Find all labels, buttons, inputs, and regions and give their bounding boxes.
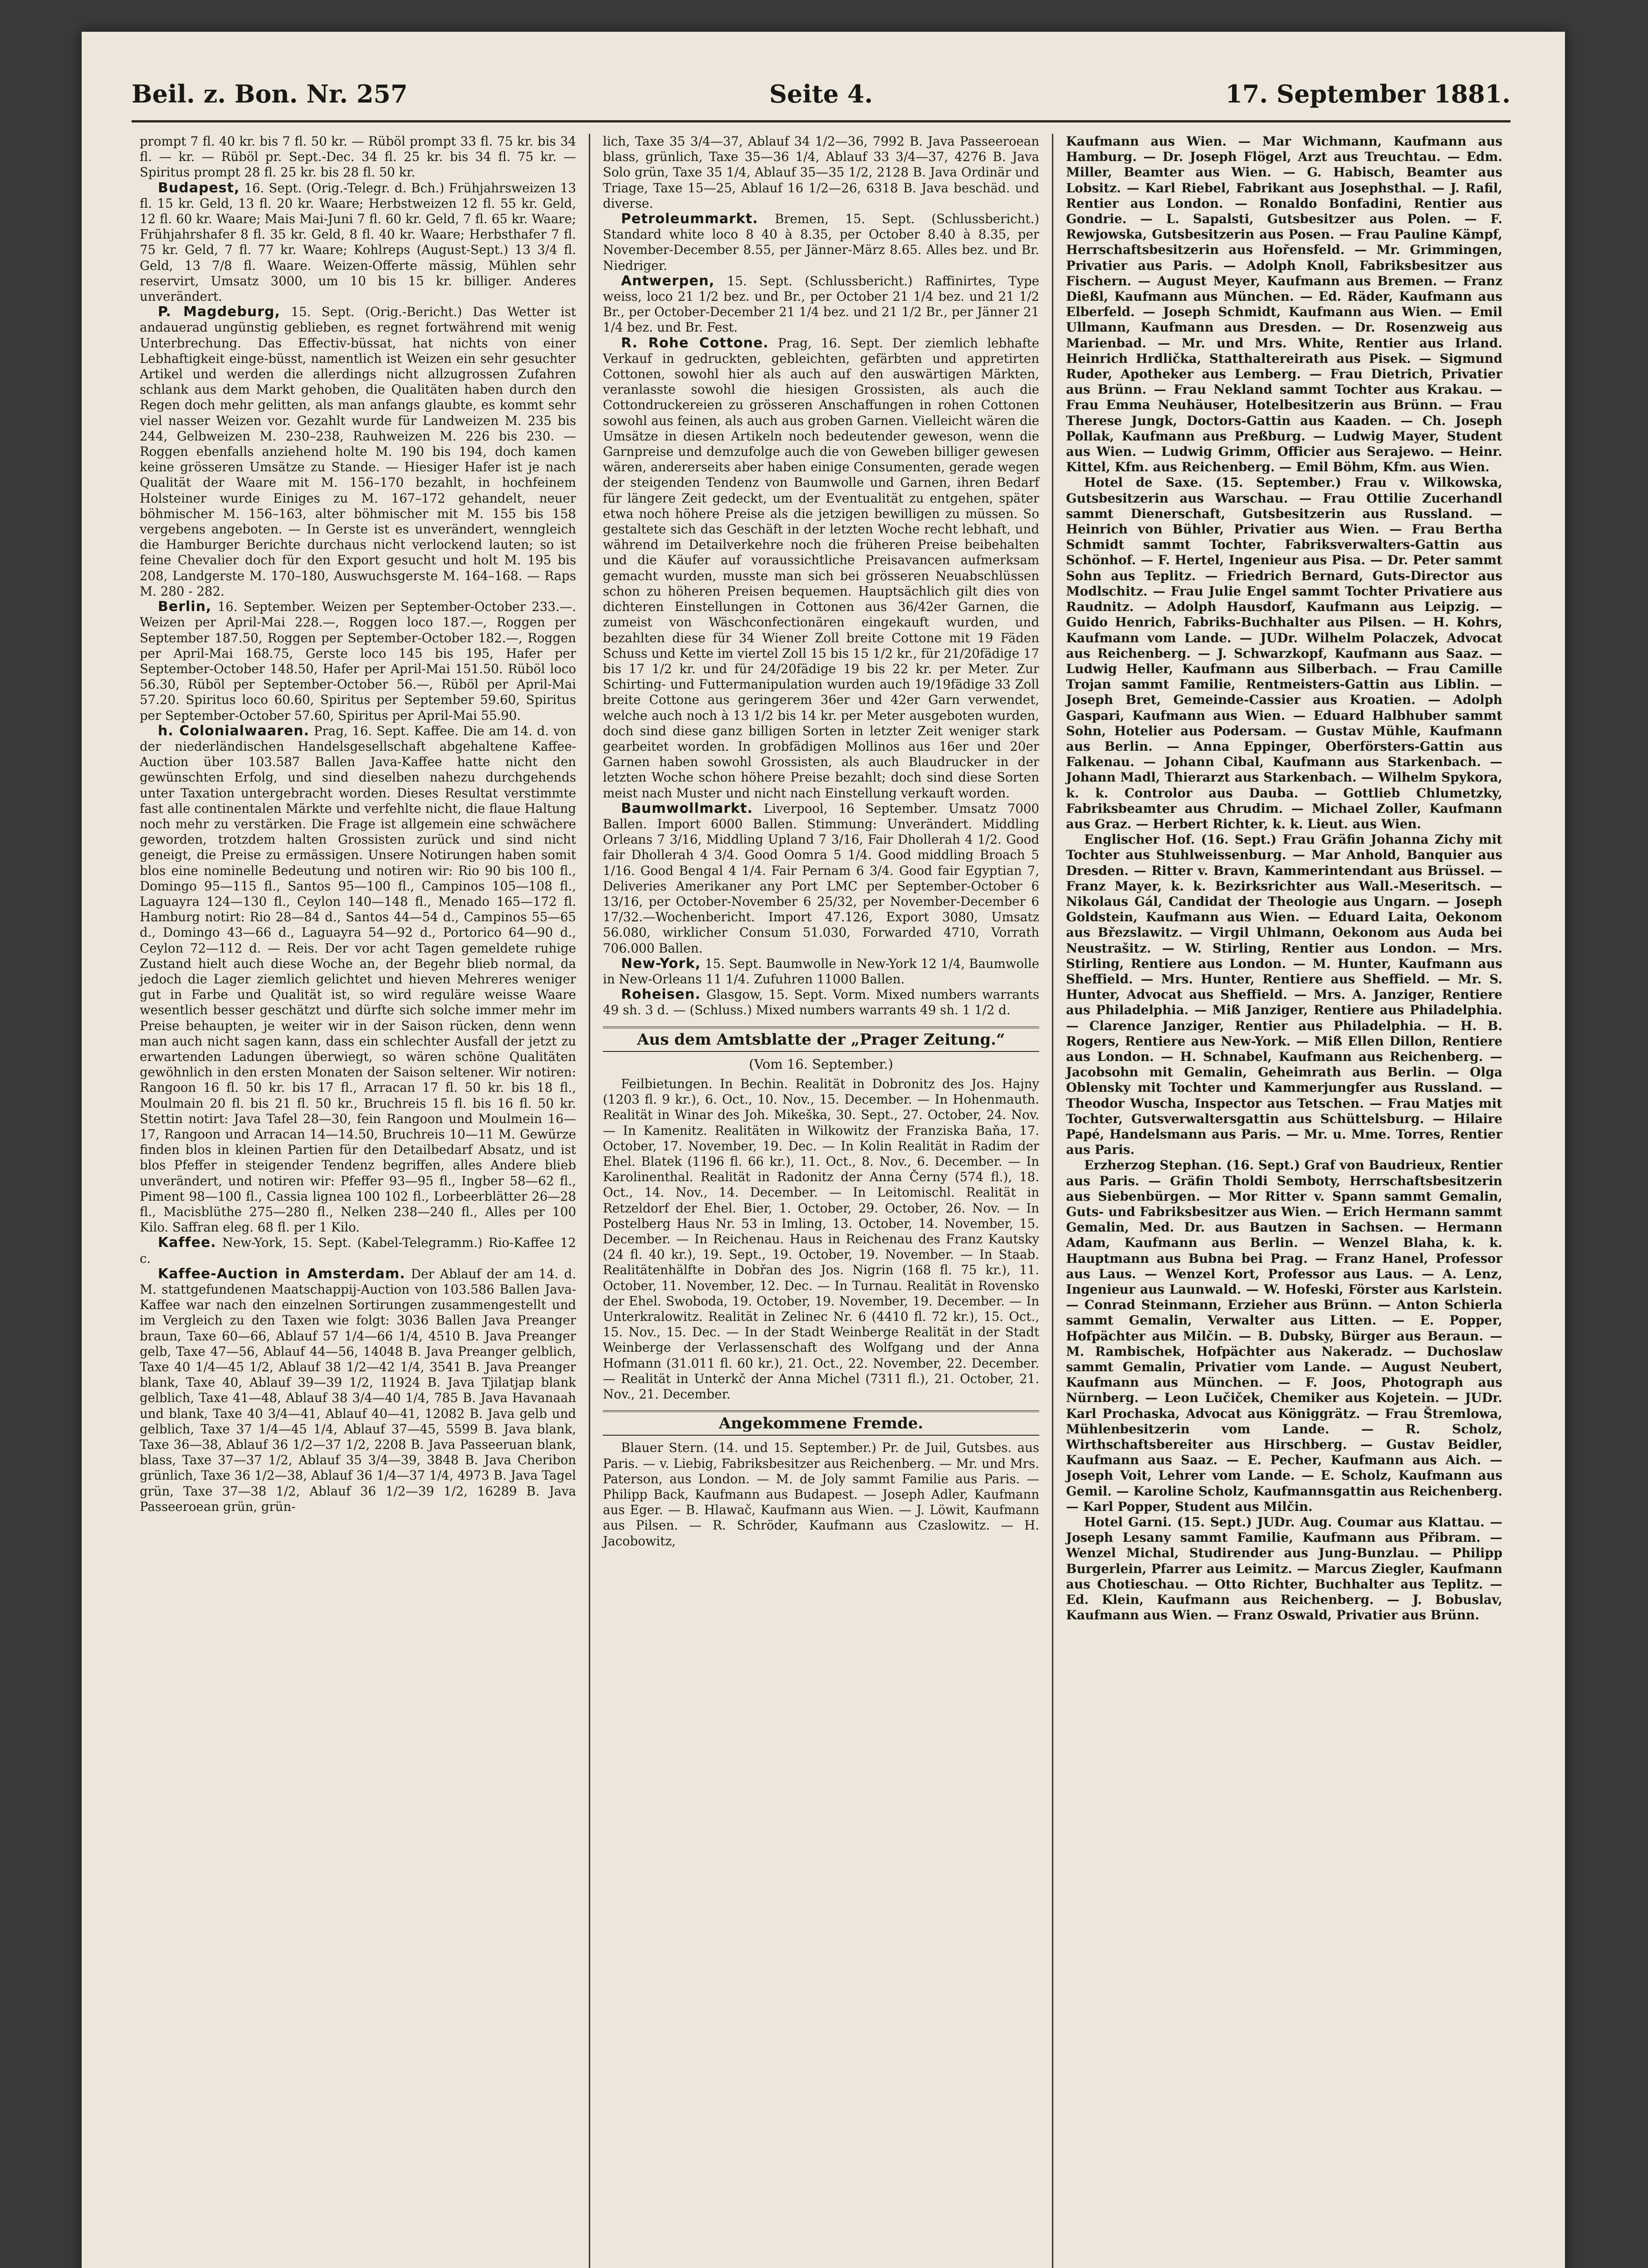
article: [603, 956, 1039, 987]
article-text: 15. Sept. (Orig.-Bericht.) Das Wetter ist andauerad ungünstig geblieben, es regnet fortwährend mit wenig Unterbrechung. Das Effectiv-büssat, hat nichts von einer Lebhaftigkeit einge-büsst, namentlich ist Weizen ein sehr gesuchter Artikel und werden die allerdings nicht allzugrossen Zufahren schlank aus dem Markt gehoben, die Qualitäten haben durch den Regen doch mehr gelitten, als man anfangs glaubte, es kommt sehr viel nasser Weizen vor. Gezahlt wurde für Landweizen M. 235 bis 244, Gelbweizen M. 230–238, Rauhweizen M. 226 bis 230. — Roggen ebenfalls anziehend holte M. 190 bis 194, doch kamen keine grösseren Umsätze zu Stande. — Hiesiger Hafer ist je nach Qualität der Waare mit M. 156–170 bezahlt, in hochfeinem Holsteiner wurde Einiges zu M. 167–172 gehandelt, neuer böhmischer M. 156–163, alter böhmischer mit M. 155 bis 158 vergebens angeboten. — In Gerste ist es unverändert, wenngleich die Hamburger Berichte durchaus nicht verlockend lauten; so ist feine Chevalier doch für den Export gesucht und holt M. 195 bis 208, Landgerste M. 170–180, Auswuchsgerste M. 164–168. — Raps M. 280 - 282.: [140, 304, 576, 599]
section-title-official-gazette: Aus dem Amtsblatte der „Prager Zeitung.“: [603, 1026, 1039, 1052]
article-text: Prag, 16. Sept. Kaffee. Die am 14. d. von der niederländischen Handelsgesellschaft abgehaltene Kaffee-Auction über 103.587 Ballen Java-Kaffee hatte nicht den gewünschten Erfolg, und sind dieselben nahezu durchgehends unter Taxation untergebracht worden. Dieses Resultat verstimmte fast alle continentalen Märkte und verfehlte nicht, die flaue Haltung noch mehr zu verstärken. Die Frage ist allgemein eine schwächere geworden, trotzdem halten Grossisten zurück und sind nicht geneigt, die Preise zu ermässigen. Unsere Notirungen haben somit blos eine nominelle Bedeutung und notiren wir: Rio 90 bis 100 fl., Domingo 95—115 fl., Santos 95—100 fl., Campinos 105—108 fl., Laguayra 124—130 fl., Ceylon 140—148 fl., Menado 165—172 fl. Hamburg notirt: Rio 28—84 d., Santos 44—54 d., Campinos 55—65 d., Domingo 43—66 d., Laguayra 54—92 d., Portorico 64—90 d., Ceylon 72—112 d. — Reis. Der vor acht Tagen gemeldete ruhige Zustand hielt auch diese Woche an, der Begehr blieb normal, da jedoch die Lager ziemlich gelichtet und hieven Mehreres weniger gut in Farbe und Qualität ist, so wird reguläre weisse Waare wesentlich besser geschätzt und dürfte sich solche immer mehr im Preise behaupten, je weiter wir in der Saison rücken, denn wenn man auch nicht sagen kann, dass ein schlechter Ausfall der jetzt zu erwartenden Ladungen überwiegt, so wären schöne Qualitäten gewöhnlich in den ersten Monaten der Saison seltener. Wir notiren: Rangoon 16 fl. 50 kr. bis 17 fl., Arracan 17 fl. 50 kr. bis 18 fl., Moulmain 20 fl. bis 21 fl. 50 kr., Bruchreis 15 fl. bis 16 fl. 50 kr. Stettin notirt: Java Tafel 28—30, fein Rangoon und Moulmein 16—17, Rangoon und Arracan 14—14.50, Bruchreis 10—11 M. Gewürze finden blos in kleinen Partien für den Detailbedarf Absatz, und ist blos Pfeffer in steigender Tendenz begriffen, alles Andere blieb unverändert, und notiren wir: Pfeffer 93—95 fl., Ingber 58—62 fl., Piment 98—100 fl., Cassia lignea 100 102 fl., Lorbeerblätter 26—28 fl., Macisblüthe 275—280 fl., Nelken 238—240 fl., Alles per 100 Kilo. Saffran eleg. 68 fl. per 1 Kilo.: [140, 723, 576, 1235]
page-header: [132, 79, 1511, 120]
header-date: 17. September 1881.: [1225, 79, 1511, 108]
article-heading: New-York,: [621, 955, 701, 972]
columns: [127, 134, 1515, 2268]
article: [140, 1266, 576, 1515]
header-page-number: Seite 4.: [769, 79, 873, 108]
article: [603, 211, 1039, 274]
article-text: Glasgow, 15. Sept. Vorm. Mixed numbers warrants 49 sh. 3 d. — (Schluss.) Mixed numbers warrants 49 sh. 1 1/2 d.: [603, 987, 1039, 1018]
official-notices-text: Feilbietungen. In Bechin. Realität in Dobronitz des Jos. Hajny (1203 fl. 9 kr.), 6. Oct., 10. Nov., 15. December. — In Hohenmauth. Realität in Winar des Joh. Mikeška, 30. Sept., 27. October, 24. Nov. — In Kamenitz. Realitäten in Wilkowitz der Franziska Baňa, 17. October, 17. November, 19. Dec. — In Kolin Realität in Radim der Ehel. Blatek (1196 fl. 66 kr.), 11. Oct., 8. Nov., 6. December. — In Karolinenthal. Realität in Radonitz der Anna Černy (574 fl.), 18. Oct., 14. Nov., 14. December. — In Leitomischl. Realität in Retzeldorf der Ehel. Bier, 1. October, 29. October, 26. Nov. — In Postelberg Haus Nr. 53 in Imling, 13. October, 14. November, 15. December. — In Reichenau. Haus in Reichenau des Franz Kautsky (24 fl. 40 kr.), 19. Sept., 19. October, 19. November. — In Staab. Realitätenhälfte in Dobřan des Jos. Nigrin (168 fl. 75 kr.), 11. October, 11. November, 12. Dec. — In Turnau. Realität in Rovensko der Ehel. Swoboda, 19. October, 19. November, 19. December. — In Unterkralowitz. Realität in Zelinec Nr. 6 (4410 fl. 72 kr.), 15. Oct., 15. Nov., 15. Dec. — In der Stadt Weinberge Realität in der Stadt Weinberge der Verlassenschaft des Wolfgang und der Anna Hofmann (31.011 fl. 60 kr.), 21. Oct., 22. November, 22. December. — Realität in Unterkč der Anna Michel (7311 fl.), 21. October, 21. Nov., 21. December.: [603, 1076, 1039, 1402]
article-heading: h. Colonialwaaren.: [158, 723, 310, 739]
article-text: lich, Taxe 35 3/4—37, Ablauf 34 1/2—36, 7992 B. Java Passeeroean blass, grünlich, Taxe 35—36 1/4, Ablauf 33 3/4—37, 4276 B. Java Solo grün, Taxe 35 1/4, Ablauf 35—35 1/2, 2128 B. Java Ordinär und Triage, Taxe 15—25, Ablauf 16 1/2—26, 6318 B. Java beschäd. und diverse.: [603, 134, 1039, 211]
article-text: Prag, 16. Sept. Der ziemlich lebhafte Verkauf in gedruckten, gebleichten, gefärbten und appretirten Cottonen, sowohl hier als auch auf den auswärtigen Märkten, veranlasste sowohl die hiesigen Grossisten, als auch die Cottondruckereien zu grösseren Anschaffungen in rohen Cottonen sowohl aus feinen, als auch aus groben Garnen. Vielleicht wären die Umsätze in diesen Artikeln noch bedeutender geweson, wenn die Garnpreise und demzufolge auch die von Geweben billiger gewesen wären, andererseits aber haben einige Consumenten, gerade wegen der steigenden Tendenz von Baumwolle und Garnen, ihren Bedarf für längere Zeit gedeckt, um der Eventualität zu entgehen, später etwa noch höhere Preise als die jetzigen bewilligen zu müssen. So gestaltete sich das Geschäft in der letzten Woche recht lebhaft, und während im Detailverkehre noch die früheren Preise beibehalten und die Käufer auf voraussichtliche Preisavancen aufmerksam gemacht wurden, musste man sich bei grösseren Neuabschlüssen schon zu höheren Preisen bequemen. Hauptsächlich gilt dies von dichteren Einstellungen in Cottonen aus 36/42er Garnen, die zumeist von Wäschconfectionären eingekauft wurden, und bezahlten diese für 34 Wiener Zoll breite Cottone mit 19 Fäden Schuss und Kette im viertel Zoll 15 bis 15 1/2 kr., für 21/20fädige 17 bis 17 1/2 kr. und für 24/20fädige 19 bis 22 kr. per Meter. Zur Schirting- und Futtermanipulation wurden auch 19/19fädige 33 Zoll breite Cottone aus geringerem 36er und 42er Garn verwendet, welche auch noch à 13 1/2 bis 14 kr. per Meter ausgeboten wurden, doch sind diese ganz billigen Sorten in letzter Zeit weniger stark gearbeitet worden. In grobfädigen Mollinos aus 16er und 20er Garnen haben sowohl Grossisten, als auch Blaudrucker in der letzten Woche schon höhere Preise bezahlt; doch sind diese Sorten meist nach Muster und nicht nach Einstellung verkauft worden.: [603, 335, 1039, 801]
article: [140, 304, 576, 599]
section-title-arrivals: Angekommene Fremde.: [603, 1410, 1039, 1436]
article-heading: Baumwollmarkt.: [621, 800, 753, 816]
article: [603, 801, 1039, 956]
article-heading: Petroleummarkt.: [621, 211, 758, 227]
newspaper-page: [82, 32, 1565, 2268]
article-text: 16. Sept. (Orig.-Telegr. d. Bch.) Frühjahrsweizen 13 fl. 15 kr. Geld, 13 fl. 20 kr. Waare; Herbstweizen 12 fl. 55 kr. Geld, 12 fl. 60 kr. Waare; Mais Mai-Juni 7 fl. 60 kr. Geld, 7 fl. 65 kr. Waare; Frühjahrshafer 8 fl. 35 kr. Geld, 8 fl. 40 kr. Waare; Herbsthafer 7 fl. 75 kr. Geld, 7 fl. 77 kr. Waare; Kohlreps (August-Sept.) 13 3/4 fl. Geld, 13 7/8 fl. Waare. Weizen-Offerte mässig, Mühlen sehr reservirt, Umsatz 3000, um 10 bis 15 kr. billiger. Anderes unverändert.: [140, 180, 577, 304]
article-heading: Kaffee.: [158, 1235, 216, 1251]
arrivals-englischer-hof: Englischer Hof. (16. Sept.) Frau Gräfin Johanna Zichy mit Tochter aus Stuhlweissenburg. — Mar Anhold, Banquier aus Dresden. — Ritter v. Bravn, Kammerintendant aus Brüssel. — Franz Mayer, k. k. Bezirksrichter aus Wall.-Meseritsch. — Nikolaus Gál, Candidat der Theologie aus Ungarn. — Joseph Goldstein, Kaufmann aus Wien. — Eduard Laita, Oekonom aus Březslawitz. — Virgil Uhlmann, Oekonom aus Auda bei Neustrašitz. — W. Stirling, Rentier aus London. — Mrs. Stirling, Rentiere aus London. — M. Hunter, Kaufmann aus Sheffield. — Mrs. Hunter, Rentiere aus Sheffield. — Mr. S. Hunter, Advocat aus Sheffield. — Mrs. A. Janziger, Rentiere aus Philadelphia. — Miß Janziger, Rentiere aus Philadelphia. — Clarence Janziger, Rentier aus Philadelphia. — H. B. Rogers, Rentiere aus New-York. — Miß Ellen Dillon, Rentiere aus London. — H. Schnabel, Kaufmann aus Reichenberg. — Jacobsohn mit Gemalin, Geheimrath aus Berlin. — Olga Oblensky mit Tochter und Kammerjungfer aus Russland. — Theodor Wuscha, Inspector aus Tetschen. — Frau Matjes mit Tochter, Gutsverwaltersgattin aus Schüttelsburg. — Hilaire Papé, Handelsmann aus Paris. — Mr. u. Mme. Torres, Rentier aus Paris.: [1066, 832, 1502, 1158]
arrivals-text: Blauer Stern. (14. und 15. September.) Pr. de Juil, Gutsbes. aus Paris. — v. Liebig, Fabriksbesitzer aus Reichenberg. — Mr. und Mrs. Paterson, aus London. — M. de Joly sammt Familie aus Paris. — Philipp Back, Kaufmann aus Budapest. — Joseph Adler, Kaufmann aus Eger. — B. Hlawač, Kaufmann aus Wien. — J. Löwit, Kaufmann aus Pilsen. — R. Schröder, Kaufmann aus Czaslowitz. — H. Jacobowitz,: [603, 1440, 1039, 1549]
article-text: New-York, 15. Sept. (Kabel-Telegramm.) Rio-Kaffee 12 c.: [140, 1235, 576, 1266]
column-1: [127, 134, 589, 2268]
arrivals-hotel-de-saxe: Hotel de Saxe. (15. September.) Frau v. Wilkowska, Gutsbesitzerin aus Warschau. — Frau Ottilie Zucerhandl sammt Dienerschaft, Gutsbesitzerin aus Russland. — Heinrich von Bühler, Privatier aus Wien. — Frau Bertha Schmidt sammt Tochter, Fabriksverwalters-Gattin aus Schönhof. — F. Hertel, Ingenieur aus Pisa. — Dr. Peter sammt Sohn aus Teplitz. — Friedrich Bernard, Guts-Director aus Modlschitz. — Frau Julie Engel sammt Tochter Privatiere aus Raudnitz. — Adolph Hausdorf, Kaufmann aus Leipzig. — Guido Henrich, Fabriks-Buchhalter aus Pilsen. — H. Kohrs, Kaufmann vom Lande. — JUDr. Wilhelm Polaczek, Advocat aus Reichenberg. — J. Schwarzkopf, Kaufmann aus Saaz. — Ludwig Heller, Kaufmann aus Silberbach. — Frau Camille Trojan sammt Familie, Rentmeisters-Gattin aus Liblin. — Joseph Bret, Gemeinde-Cassier aus Kroatien. — Adolph Gaspari, Kaufmann aus Wien. — Eduard Halbhuber sammt Sohn, Hotelier aus Podersam. — Gustav Mühle, Kaufmann aus Berlin. — Anna Eppinger, Oberförsters-Gattin aus Falkenau. — Johann Cibal, Kaufmann aus Starkenbach. — Johann Madl, Thierarzt aus Starkenbach. — Wilhelm Spykora, k. k. Controlor aus Dauba. — Gottlieb Chlumetzky, Fabriksbeamter aus Chrudim. — Michael Zoller, Kaufmann aus Graz. — Herbert Richter, k. k. Lieut. aus Wien.: [1066, 475, 1502, 831]
arrivals-text: Kaufmann aus Wien. — Mar Wichmann, Kaufmann aus Hamburg. — Dr. Joseph Flögel, Arzt aus Treuchtau. — Edm. Miller, Beamter aus Wien. — G. Habisch, Beamter aus Lobsitz. — Karl Riebel, Fabrikant aus Josephsthal. — J. Rafil, Rentier aus London. — Ronaldo Bonfadini, Rentier aus Gondrie. — L. Sapalsti, Gutsbesitzer aus Polen. — F. Rewjowska, Gutsbesitzerin aus Posen. — Frau Pauline Kämpf, Herrschaftsbesitzerin aus Hořensfeld. — Mr. Grimmingen, Privatier aus Paris. — Adolph Knoll, Fabriksbesitzer aus Fischern. — August Meyer, Kaufmann aus Bremen. — Franz Dießl, Kaufmann aus München. — Ed. Räder, Kaufmann aus Elberfeld. — Joseph Schmidt, Kaufmann aus Wien. — Emil Ullmann, Kaufmann aus Dresden. — Dr. Rosenzweig aus Marienbad. — Mr. und Mrs. White, Rentier aus Irland. Heinrich Hrdlička, Statthaltereirath aus Pisek. — Sigmund Ruder, Apotheker aus Lemberg. — Frau Dietrich, Privatier aus Brünn. — Frau Nekland sammt Tochter aus Krakau. — Frau Emma Neuhäuser, Hotelbesitzerin aus Brünn. — Frau Therese Jungk, Doctors-Gattin aus Kaaden. — Ch. Joseph Pollak, Kaufmann aus Preßburg. — Ludwig Mayer, Student aus Wien. — Ludwig Grimm, Officier aus Serajewo. — Heinr. Kittel, Kfm. aus Reichenberg. — Emil Böhm, Kfm. aus Wien.: [1066, 134, 1502, 475]
article-text: Der Ablauf der am 14. d. M. stattgefundenen Maatschappij-Auction von 103.586 Ballen Java-Kaffee war nach den einzelnen Sortirungen zusammengestellt und im Vergleich zu den Taxen wie folgt: 3036 Ballen Java Preanger braun, Taxe 60—66, Ablauf 57 1/4—66 1/4, 4510 B. Java Preanger gelb, Taxe 47—56, Ablauf 44—56, 14048 B. Java Preanger gelblich, Taxe 40 1/4—45 1/2, Ablauf 38 1/2—42 1/4, 3541 B. Java Preanger blank, Taxe 40, Ablauf 39—39 1/2, 11924 B. Java Tjilatjap blank gelblich, Taxe 41—48, Ablauf 38 3/4—40 1/4, 785 B. Java Havanaah und blank, Taxe 40 3/4—41, Ablauf 40—41, 12082 B. Java gelb und gelblich, Taxe 37 1/4—45 1/4, Ablauf 37—45, 5599 B. Java blank, Taxe 36—38, Ablauf 36 1/2—37 1/2, 2208 B. Java Passeeruan blank, blass, Taxe 37—37 1/2, Ablauf 35 3/4—39, 3848 B. Java Cheribon grünlich, Taxe 36 1/2—38, Ablauf 36 1/4—37 1/4, 4973 B. Java Tagel grün, Taxe 37—38 1/2, Ablauf 36 1/2—39 1/2, 16289 B. Java Passeeroean grün, grün-: [140, 1266, 576, 1514]
article: [140, 723, 576, 1236]
article-text: 15. Sept. (Schlussbericht.) Raffinirtes, Type weiss, loco 21 1/2 bez. und Br., per October 21 1/4 bez. und 21 1/2 Br., per October-December 21 1/4 bez. und 21 1/2 Br., per Jänner 21 1/4 bez. und Br. Fest.: [603, 273, 1039, 335]
section-subtitle-date: (Vom 16. September.): [749, 1056, 893, 1072]
column-3: [1052, 134, 1515, 2268]
article: [603, 987, 1039, 1018]
article: [603, 274, 1039, 336]
article-text: 16. September. Weizen per September-October 233.—. Weizen per April-Mai 228.—, Roggen loco 187.—, Roggen per September 187.50, Roggen per September-October 182.—, Roggen per April-Mai 168.75, Gerste loco 145 bis 195, Hafer per September-October 148.50, Hafer per April-Mai 151.50. Rüböl loco 56.30, Rüböl per September-October 56.—, Rüböl per April-Mai 57.20. Spiritus loco 60.60, Spiritus per September 59.60, Spiritus per September-October 57.60, Spiritus per April-Mai 55.90.: [140, 599, 576, 723]
article-heading: Roheisen.: [621, 987, 701, 1003]
article-heading: P. Magdeburg,: [158, 304, 280, 320]
header-supplement: Beil. z. Bon. Nr. 257: [132, 79, 408, 108]
article-heading: Berlin,: [158, 599, 212, 615]
article: [140, 599, 576, 723]
header-rule: [132, 120, 1511, 122]
article-text: prompt 7 fl. 40 kr. bis 7 fl. 50 kr. — Rüböl prompt 33 fl. 75 kr. bis 34 fl. — kr. — Rüböl pr. Sept.-Dec. 34 fl. 25 kr. bis 34 fl. 75 kr. — Spiritus prompt 28 fl. 25 kr. bis 28 fl. 50 kr.: [140, 134, 576, 180]
article: [140, 1235, 576, 1266]
article-heading: Kaffee-Auction in Amsterdam.: [158, 1266, 406, 1282]
article-heading: Budapest,: [158, 180, 240, 196]
article-heading: Antwerpen,: [621, 273, 715, 289]
article: [603, 336, 1039, 801]
article-heading: R. Rohe Cottone.: [621, 335, 769, 351]
article-text: Liverpool, 16 September. Umsatz 7000 Ballen. Import 6000 Ballen. Stimmung: Unverändert. Middling Orleans 7 3/16, Middling Upland 7 3/16, Fair Dhollerah 4 1/2. Good fair Dhollerah 4 3/4. Good Oomra 5 1/4. Good middling Broach 5 1/16. Good Bengal 4 1/4. Fair Pernam 6 3/4. Good fair Egyptian 7, Deliveries Amerikaner any Port LMC per September-October 6 13/16, per October-November 6 25/32, per November-December 6 17/32.—Wochenbericht. Import 47.126, Export 3080, Umsatz 56.080, wirklicher Consum 51.030, Forwarded 4710, Vorrath 706.000 Ballen.: [603, 801, 1039, 956]
column-2: [589, 134, 1052, 2268]
article-text: Bremen, 15. Sept. (Schlussbericht.) Standard white loco 8 40 à 8.35, per October 8.40 à 8.35, per November-December 8.55, per Jänner-März 8.65. Alles bez. und Br. Niedriger.: [603, 211, 1039, 273]
article-text: 15. Sept. Baumwolle in New-York 12 1/4, Baumwolle in New-Orleans 11 1/4. Zufuhren 11000 Ballen.: [603, 956, 1039, 987]
arrivals-hotel-garni: Hotel Garni. (15. Sept.) JUDr. Aug. Coumar aus Klattau. — Joseph Lesany sammt Familie, Kaufmann aus Přibram. — Wenzel Michal, Studirender aus Jung-Bunzlau. — Philipp Burgerlein, Pfarrer aus Leimitz. — Marcus Ziegler, Kaufmann aus Chotieschau. — Otto Richter, Buchhalter aus Teplitz. — Ed. Klein, Kaufmann aus Reichenberg. — J. Bobuslav, Kaufmann aus Wien. — Franz Oswald, Privatier aus Brünn.: [1066, 1515, 1502, 1623]
arrivals-erzherzog-stephan: Erzherzog Stephan. (16. Sept.) Graf von Baudrieux, Rentier aus Paris. — Gräfin Tholdi Semboty, Herrschaftsbesitzerin aus Siebenbürgen. — Mor Ritter v. Spann sammt Gemalin, Guts- und Fabriksbesitzer aus Wien. — Erich Hermann sammt Gemalin, Med. Dr. aus Bautzen in Sachsen. — Hermann Adam, Kaufmann aus Berlin. — Wenzel Blaha, k. k. Hauptmann aus Bubna bei Prag. — Franz Hanel, Professor aus Laus. — Wenzel Kort, Professor aus Laus. — A. Lenz, Ingenieur aus Launwald. — W. Hofeski, Förster aus Karlstein. — Conrad Steinmann, Erzieher aus Brünn. — Anton Schierla sammt Gemalin, Verwalter aus Litten. — E. Popper, Hofpächter aus Milčin. — B. Dubsky, Bürger aus Beraun. — M. Rambischek, Hofpächter aus Nakeradz. — Duchoslaw sammt Gemalin, Privatier vom Lande. — August Neubert, Kaufmann aus München. — F. Joos, Photograph aus Nürnberg. — Leon Lučiček, Chemiker aus Kojetein. — JUDr. Karl Prochaska, Advocat aus Königgrätz. — Frau Štremlowa, Mühlenbesitzerin vom Lande. — R. Scholz, Wirthschaftsbereiter aus Hirschberg. — Gustav Beidler, Kaufmann aus Saaz. — E. Pecher, Kaufmann aus Aich. — Joseph Voit, Lehrer vom Lande. — E. Scholz, Kaufmann aus Gemil. — Karoline Scholz, Kaufmannsgattin aus Reichenberg. — Karl Popper, Student aus Milčin.: [1066, 1158, 1502, 1514]
article: [140, 181, 576, 305]
